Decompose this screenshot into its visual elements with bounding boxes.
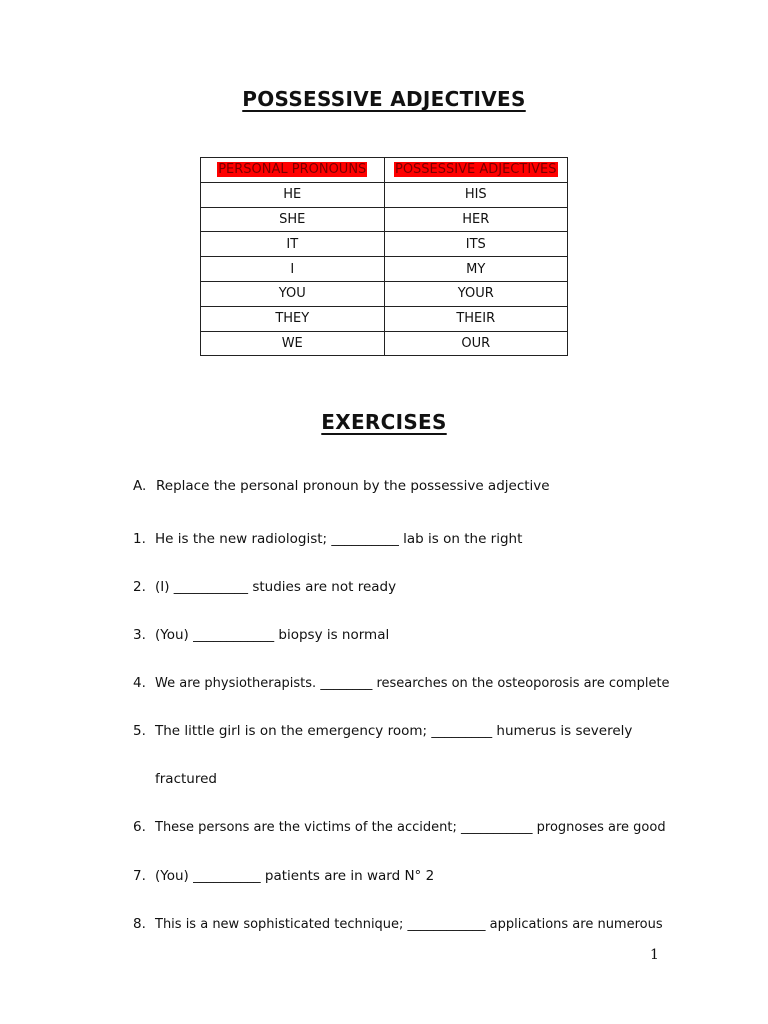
table-cell: IT <box>201 232 385 257</box>
exercise-item <box>133 675 670 691</box>
table-row <box>201 207 568 232</box>
item-number: 1. <box>133 531 146 547</box>
item-continuation: fractured <box>155 771 217 787</box>
exercise-item <box>133 868 434 884</box>
table-row <box>201 331 568 356</box>
instruction-text: Replace the personal pronoun by the possessive adjective <box>156 478 550 494</box>
exercise-item <box>133 819 666 835</box>
exercise-item <box>133 916 663 932</box>
item-text: The little girl is on the emergency room; _________ humerus is severely <box>155 723 633 739</box>
item-number: 3. <box>133 627 146 643</box>
item-text: He is the new radiologist; __________ lab is on the right <box>155 531 523 547</box>
table-cell: THEY <box>201 306 385 331</box>
table-cell: OUR <box>384 331 568 356</box>
exercises-title <box>0 410 768 434</box>
item-number: 7. <box>133 868 146 884</box>
instruction <box>133 478 550 494</box>
table-row <box>201 257 568 282</box>
item-text: These persons are the victims of the accident; ___________ prognoses are good <box>155 820 666 835</box>
exercise-item <box>133 531 522 547</box>
item-text: (I) ___________ studies are not ready <box>155 579 397 595</box>
item-number: 8. <box>133 916 146 932</box>
exercises-title-text: EXERCISES <box>321 410 447 434</box>
instruction-label: A. <box>133 478 147 494</box>
table-row <box>201 306 568 331</box>
table-cell: YOU <box>201 281 385 306</box>
page-title-text: POSSESSIVE ADJECTIVES <box>242 87 526 111</box>
table-cell: THEIR <box>384 306 568 331</box>
table-cell: I <box>201 257 385 282</box>
exercise-item <box>133 579 396 595</box>
table-cell: MY <box>384 257 568 282</box>
table-row <box>201 182 568 207</box>
item-text: This is a new sophisticated technique; ____________ applications are numerous <box>155 917 663 932</box>
item-number: 5. <box>133 723 146 739</box>
table-header-row <box>201 158 568 183</box>
table-cell: YOUR <box>384 281 568 306</box>
table-cell: ITS <box>384 232 568 257</box>
exercise-item <box>133 723 632 739</box>
header-personal-pronouns: PERSONAL PRONOUNS <box>218 162 367 178</box>
table-cell: HE <box>201 182 385 207</box>
table-cell: SHE <box>201 207 385 232</box>
table-header-cell <box>384 158 568 183</box>
table-row <box>201 281 568 306</box>
table-cell: WE <box>201 331 385 356</box>
item-number: 4. <box>133 675 146 691</box>
page-number: 1 <box>650 947 659 963</box>
page-title <box>0 87 768 111</box>
pronoun-table <box>200 157 568 356</box>
item-text: We are physiotherapists. ________ researches on the osteoporosis are complete <box>155 676 670 691</box>
table-cell: HER <box>384 207 568 232</box>
table-header-cell <box>201 158 385 183</box>
table-row <box>201 232 568 257</box>
item-text: (You) ____________ biopsy is normal <box>155 627 390 643</box>
item-number: 6. <box>133 819 146 835</box>
item-number: 2. <box>133 579 146 595</box>
item-text: (You) __________ patients are in ward N° 2 <box>155 868 435 884</box>
exercise-item <box>133 627 389 643</box>
header-possessive-adjectives: POSSESSIVE ADJECTIVES <box>394 162 557 178</box>
table-cell: HIS <box>384 182 568 207</box>
